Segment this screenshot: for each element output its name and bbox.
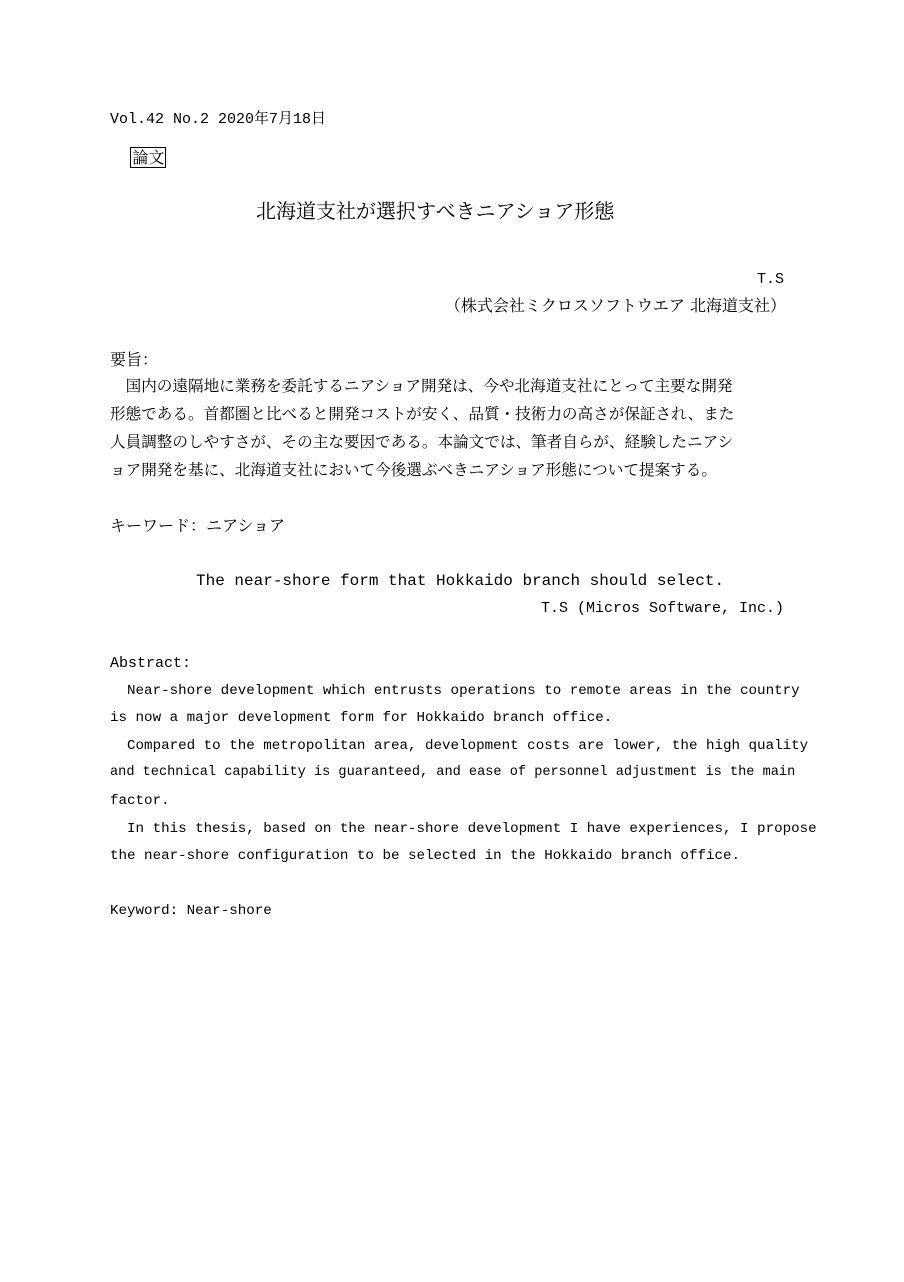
title-ja: 北海道支社が選択すべきニアショア形態 [256,199,615,223]
abstract-line: and technical capability is guaranteed, and ease of personnel adjustment is the main [110,765,796,780]
author-affiliation-ja: （株式会社ミクロスソフトウエア 北海道支社） [444,296,786,315]
category-label: 論文 [132,148,165,167]
abstract-line: the near-shore configuration to be selected in the Hokkaido branch office. [110,848,741,864]
summary-heading: 要旨： [110,350,159,369]
keywords-ja: キーワード：ニアショア [110,516,286,535]
summary-line: 形態である。首都圏と比べると開発コストが安く、品質・技術力の高さが保証され、また [110,405,735,423]
title-en: The near-shore form that Hokkaido branch should select. [196,572,725,590]
keywords-en: Keyword: Near-shore [110,903,272,919]
summary-line: ョア開発を基に、北海道支社において今後選ぶべきニアショア形態について提案する。 [110,461,717,479]
abstract-line: In this thesis, based on the near-shore development I have experiences, I propose [110,821,817,837]
author-en: T.S (Micros Software, Inc.) [540,600,784,617]
abstract-line: is now a major development form for Hokkaido branch office. [110,710,613,726]
summary-line: 人員調整のしやすさが、その主な要因である。本論文では、筆者自らが、経験したニアシ [110,433,734,451]
author-name: T.S [756,271,784,288]
issue-info: Vol.42 No.2 2020年7月18日 [110,111,327,128]
abstract-heading: Abstract: [110,655,192,672]
summary-line: 国内の遠隔地に業務を委託するニアショア開発は、今や北海道支社にとって主要な開発 [110,377,733,395]
abstract-line: factor. [110,793,170,809]
abstract-line: Compared to the metropolitan area, development costs are lower, the high quality [110,738,809,754]
abstract-line: Near-shore development which entrusts operations to remote areas in the country [110,683,800,699]
